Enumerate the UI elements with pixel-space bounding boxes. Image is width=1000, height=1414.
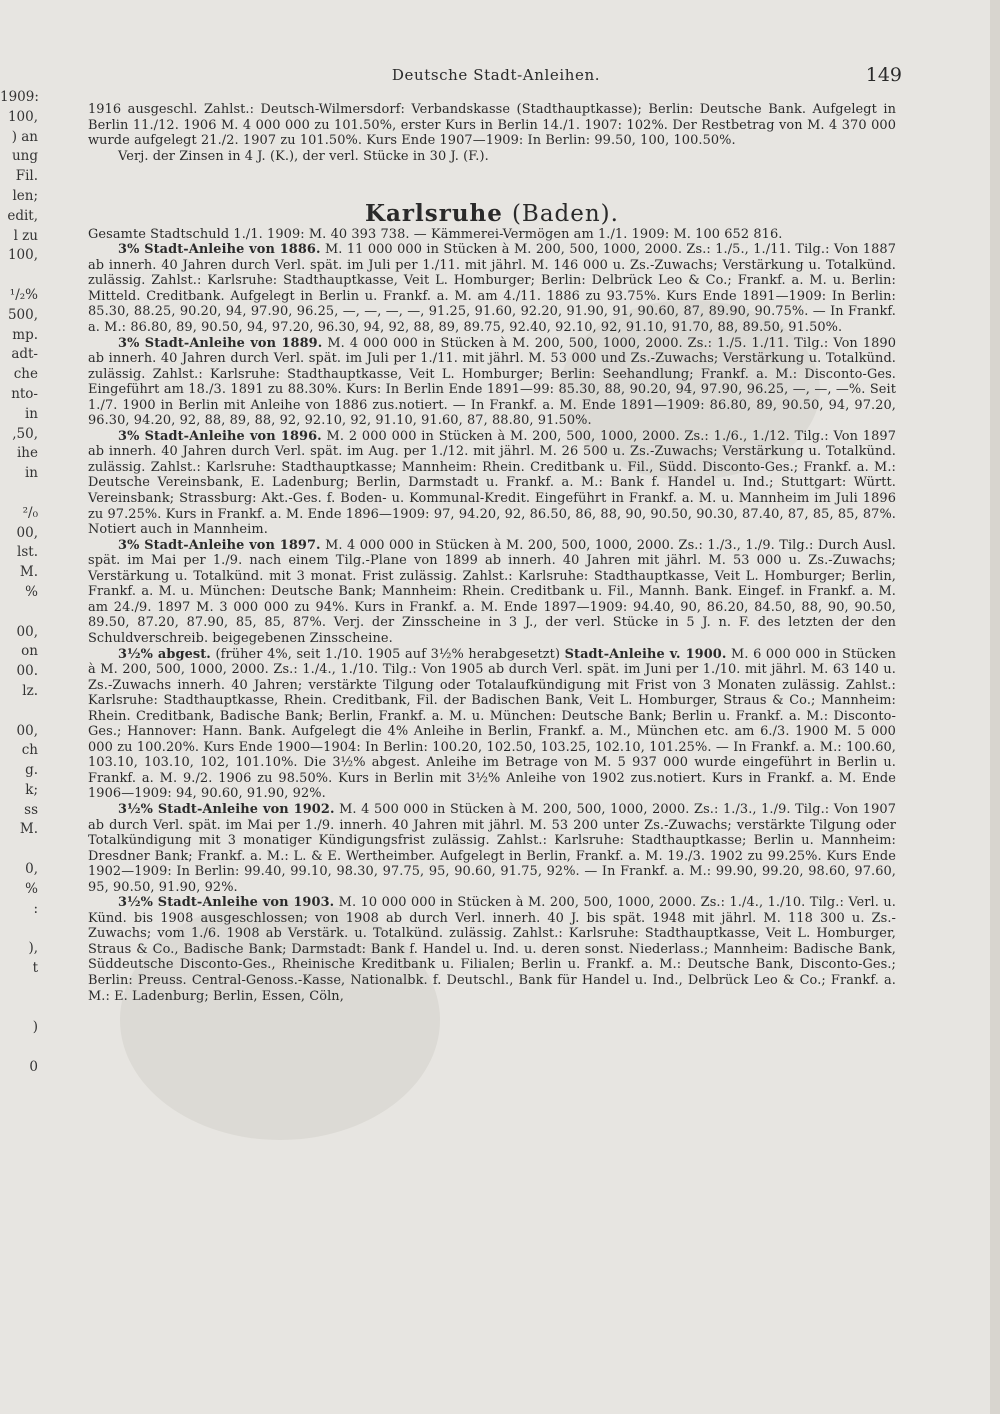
margin-fragment — [0, 266, 44, 286]
bond-title: Stadt-Anleihe v. 1900. — [564, 646, 727, 662]
margin-fragment: t — [32, 960, 38, 977]
margin-fragment: ihe — [16, 445, 38, 462]
margin-fragment: M. — [19, 821, 38, 838]
debt-summary: Gesamte Stadtschuld 1./1. 1909: M. 40 393 738. — Kämmerei-Vermögen am 1./1. 1909: M. 100 652 816. — [88, 226, 783, 242]
margin-fragment: Fil. — [15, 168, 38, 185]
margin-fragment: 00. — [16, 663, 38, 680]
bond-details: M. 4 500 000 in Stücken à M. 200, 500, 1000, 2000. Zs.: 1./3., 1./9. Tilg.: Von 1907 ab durch Verl. spät. im Mai per 1./9. innerh. 40 Jahren mit jährl. M. 53 200 unter Zs.-Zuwachs; verstärkte Tilgung oder Totalkündigung mit 3 monatiger Kündigungsfrist zulässig. Zahlst.: Karlsruhe: Stadthauptkasse; Berlin u. Mannheim: Dresdner Bank; Frankf. a. M.: L. & E. Wertheimber. Aufgelegt in Berlin, Frankf. a. M. 19./3. 1902 zu 99.25%. Kurs Ende 1902—1909: In Berlin: 99.40, 99.10, 98.30, 97.75, 95, 90.60, 91.75, 92%. — In Frankf. a. M.: 99.90, 99.20, 98.60, 97.60, 95, 90.50, 91.90, 92%. — [88, 801, 897, 895]
margin-fragment: g. — [25, 762, 38, 779]
margin-fragment: 100, — [7, 108, 38, 125]
margin-fragment: k; — [25, 781, 38, 798]
bond-details: M. 4 000 000 in Stücken à M. 200, 500, 1000, 2000. Zs.: 1./5. 1./11. Tilg.: Von 1890 ab innerh. 40 Jahren durch Verl. spät. im Juli per 1./11. mit jährl. M. 53 000 und Zs.-Zuwachs; Verstärkung u. Totalkünd. zulässig. Zahlst.: Karlsruhe: Stadthauptkasse, Veit L. Homburger; Berlin: Seehandlung; Frankf. a. M.: Disconto-Ges. Eingeführt am 18./3. 1891 zu 88.30%. Kurs: In Berlin Ende 1891—99: 85.30, 88, 90.20, 94, 97.90, 96.25, —, —, —%. Seit 1./7. 1900 in Berlin mit Anleihe von 1886 zus.notiert. — In Frankf. a. M. Ende 1891—1909: 86.80, 89, 90.50, 94, 97.20, 96.30, 94.20, 92, 88, 89, 88, 92, 92.10, 92, 91.10, 91.60, 87, 88.80, 91.50%. — [88, 335, 897, 429]
margin-fragment: % — [25, 583, 38, 600]
margin-fragment: ) an — [11, 128, 38, 145]
margin-fragment: ung — [11, 148, 38, 165]
margin-fragment — [0, 919, 44, 939]
margin-fragment: ), — [28, 940, 38, 957]
margin-fragment: in — [24, 465, 38, 482]
city-name: Karlsruhe — [365, 200, 503, 228]
margin-fragment: 100, — [7, 247, 38, 264]
page-content — [88, 102, 896, 1004]
margin-fragment: 0 — [29, 1059, 38, 1076]
margin-fragment: 1909: — [0, 89, 39, 105]
bond-title: 3½% Stadt-Anleihe von 1903. — [118, 895, 335, 911]
bond-prefix: 3½% abgest. — [118, 646, 211, 662]
margin-fragment: ²/₀ — [22, 504, 38, 521]
margin-fragment: 0, — [25, 861, 38, 878]
limitation-note: Verj. der Zinsen in 4 J. (K.), der verl. Stücke in 30 J. (F.). — [118, 148, 489, 164]
bond-entry-1886 — [88, 242, 896, 335]
page-spine-shadow — [990, 0, 1000, 1414]
page-header — [90, 66, 902, 88]
page-number: 149 — [865, 64, 902, 86]
bond-entry-1900 — [88, 647, 896, 802]
bond-details: M. 10 000 000 in Stücken à M. 200, 500, 1000, 2000. Zs.: 1./4., 1./10. Tilg.: Verl. u. Künd. bis 1908 ausgeschlossen; von 1908 ab durch Verl. innerh. 40 J. bis spät. 1948 mit jährl. M. 118 300 u. Zs.-Zuwachs; vom 1./6. 1908 ab Verstärk. u. Totalkünd. zulässig. Zahlst.: Karlsruhe: Stadthauptkasse, Veit L. Homburger, Straus & Co., Badische Bank; Darmstadt: Bank f. Handel u. Ind. u. deren sonst. Niederlass.; Mannheim: Badische Bank, Süddeutsche Disconto-Ges., Rheinische Kreditbank u. Filialen; Berlin u. Frankf. a. M.: Deutsche Bank, Disconto-Ges.; Berlin: Preuss. Central-Genoss.-Kasse, Nationalbk. f. Deutschl., Bank für Handel u. Ind., Delbrück Leo & Co.; Frankf. a. M.: E. Ladenburg; Berlin, Essen, Cöln, — [88, 895, 896, 1004]
city-heading — [88, 200, 896, 228]
margin-fragment: % — [25, 880, 38, 897]
bond-entry-1889 — [88, 336, 896, 429]
margin-fragment — [0, 840, 44, 860]
margin-fragment: ss — [24, 801, 38, 818]
bond-entry-1902 — [88, 802, 896, 895]
margin-fragment: ,50, — [12, 425, 38, 442]
margin-fragment: l zu — [13, 227, 38, 244]
bond-title: 3% Stadt-Anleihe von 1886. — [118, 242, 321, 258]
running-title: Deutsche Stadt-Anleihen. — [391, 66, 601, 84]
margin-fragment: len; — [12, 187, 38, 204]
intro-paragraph: 1916 ausgeschl. Zahlst.: Deutsch-Wilmersdorf: Verbandskasse (Stadthauptkasse); Berlin: Deutsche Bank. Aufgelegt in Berlin 11./12. 1906 M. 4 000 000 zu 101.50%, erster Kurs in Berlin 14./1. 1907: 102%. Der Restbetrag von M. 4 370 000 wurde aufgelegt 21./2. 1907 zu 101.50%. Kurs Ende 1907—1909: In Berlin: 99.50, 100, 100.50%. — [88, 102, 896, 149]
bond-note: (früher 4%, seit 1./10. 1905 auf 3½% herabgesetzt) — [215, 646, 561, 662]
city-region: (Baden). — [511, 201, 619, 228]
margin-fragment: 00, — [16, 722, 38, 739]
margin-fragment: adt- — [11, 346, 38, 363]
margin-fragment: 00, — [16, 524, 38, 541]
bond-details: M. 4 000 000 in Stücken à M. 200, 500, 1000, 2000. Zs.: 1./3., 1./9. Tilg.: Durch Ausl. spät. im Mai per 1./9. nach einem Tilg.-Plane von 1899 ab innerh. 40 Jahren mit jährl. M. 53 000 u. Zs.-Zuwachs; Verstärkung u. Totalkünd. mit 3 monat. Frist zulässig. Zahlst.: Karlsruhe: Stadthauptkasse, Veit L. Homburger; Berlin, Frankf. a. M. u. München: Deutsche Bank; Mannheim: Rhein. Creditbank u. Fil., Mannh. Bank. Eingef. in Frankf. a. M. am 24./9. 1897 M. 3 000 000 zu 94%. Kurs in Frankf. a. M. Ende 1897—1909: 94.40, 90, 86.20, 84.50, 88, 90, 90.50, 89.50, 87.20, 87.90, 85, 85, 87%. Verj. der Zinsscheine in 3 J., der verl. Stücke in 5 J. n. F. des letzten der den Schuldverschreib. beigegebenen Zinsscheine. — [88, 537, 896, 646]
margin-fragment — [0, 603, 44, 623]
margin-fragment: lz. — [22, 682, 38, 699]
bond-title: 3½% Stadt-Anleihe von 1902. — [118, 801, 335, 817]
bond-details: M. 2 000 000 in Stücken à M. 200, 500, 1000, 2000. Zs.: 1./6., 1./12. Tilg.: Von 1897 ab innerh. 40 Jahren durch Verl. spät. im Aug. per 1./12. mit jährl. M. 26 500 u. Zs.-Zuwachs; Verstärkung u. Totalkünd. zulässig. Zahlst.: Karlsruhe: Stadthauptkasse; Mannheim: Rhein. Creditbank u. Fil., Südd. Disconto-Ges.; Frankf. a. M.: Deutsche Vereinsbank, E. Ladenburg; Berlin, Darmstadt u. Frankf. a. M.: Bank f. Handel u. Ind.; Stuttgart: Württ. Vereinsbank; Strassburg: Akt.-Ges. f. Boden- u. Kommunal-Kredit. Eingeführt in Frankf. a. M. u. Mannheim im Juli 1896 zu 97.25%. Kurs in Frankf. a. M. Ende 1896—1909: 97, 94.20, 92, 86.50, 86, 88, 90, 90.50, 90.30, 87.40, 87, 85, 85, 87%. Notiert auch in Mannheim. — [88, 428, 897, 538]
bond-entry-1896 — [88, 429, 896, 538]
margin-fragment: 00, — [16, 623, 38, 640]
margin-fragment: nto- — [11, 385, 38, 402]
bond-details: M. 11 000 000 in Stücken à M. 200, 500, 1000, 2000. Zs.: 1./5., 1./11. Tilg.: Von 1887 ab innerh. 40 Jahren durch Verl. spät. im Juli per 1./11. mit jährl. M. 146 000 u. Zs.-Zuwachs; Verstärkung u. Totalkünd. zulässig. Zahlst.: Karlsruhe: Stadthauptkasse, Veit L. Homburger; Berlin: Delbrück Leo & Co.; Frankf. a. M. u. Berlin: Mitteld. Creditbank. Aufgelegt in Berlin u. Frankf. a. M. am 4./11. 1886 zu 93.75%. Kurs Ende 1891—1909: In Berlin: 85.30, 88.25, 90.20, 94, 97.90, 96.25, —, —, —, —, 91.25, 91.60, 92.20, 91.90, 91, 90.60, 87, 89.90, 90.75%. — In Frankf. a. M.: 86.80, 89, 90.50, 94, 97.20, 96.30, 94, 92, 88, 89, 89.75, 92.40, 92.10, 92, 91.10, 91.70, 88, 89.50, 91.50%. — [88, 242, 896, 336]
margin-fragment — [0, 979, 44, 999]
margin-fragment: lst. — [17, 544, 38, 561]
margin-fragment: edit, — [7, 207, 38, 224]
bond-details: M. 6 000 000 in Stücken à M. 200, 500, 1000, 2000. Zs.: 1./4., 1./10. Tilg.: Von 1905 ab durch Verl. spät. im Juni per 1./10. mit jährl. M. 63 140 u. Zs.-Zuwachs innerh. 40 Jahren; verstärkte Tilgung oder Totalaufkündigung mit Frist von 3 Monaten zulässig. Zahlst.: Karlsruhe: Stadthauptkasse, Rhein. Creditbank, Fil. der Badischen Bank, Veit L. Homburger, Straus & Co.; Mannheim: Rhein. Creditbank, Badische Bank; Berlin, Frankf. a. M. u. München: Deutsche Bank; Berlin u. Frankf. a. M.: Disconto-Ges.; Hannover: Hann. Bank. Aufgelegt die 4% Anleihe in Berlin, Frankf. a. M., München etc. am 6./3. 1900 M. 5 000 000 zu 100.20%. Kurs Ende 1900—1904: In Berlin: 100.20, 102.50, 103.25, 102.10, 101.25%. — In Frankf. a. M.: 100.60, 103.10, 103.10, 102, 101.10%. Die 3½% abgest. Anleihe im Betrage von M. 5 937 000 wurde eingeführt in Berlin u. Frankf. a. M. 9./2. 1906 zu 98.50%. Kurs in Berlin mit 3½% Anleihe von 1902 zus.notiert. Kurs in Frankf. a. M. Ende 1906—1909: 94, 90.60, 91.90, 92%. — [88, 646, 896, 802]
margin-fragment — [0, 484, 44, 504]
margin-fragment: mp. — [12, 326, 38, 343]
bond-entry-1897 — [88, 538, 896, 647]
bond-title: 3% Stadt-Anleihe von 1896. — [118, 428, 322, 444]
margin-fragment — [0, 1038, 44, 1058]
margin-fragment — [0, 999, 44, 1019]
margin-fragment: : — [33, 900, 38, 917]
margin-fragment: on — [21, 643, 38, 660]
bond-title: 3% Stadt-Anleihe von 1889. — [118, 335, 323, 351]
margin-fragment: che — [13, 366, 38, 383]
margin-fragment: 500, — [7, 306, 38, 323]
margin-fragment: ch — [21, 742, 38, 759]
margin-fragment: ¹/₂% — [9, 286, 38, 303]
previous-page-margin-fragments — [0, 88, 44, 1076]
margin-fragment: M. — [19, 564, 38, 581]
margin-fragment — [0, 702, 44, 722]
bond-entry-1903 — [88, 895, 896, 1004]
margin-fragment: ) — [32, 1019, 38, 1036]
margin-fragment: in — [24, 405, 38, 422]
bond-title: 3% Stadt-Anleihe von 1897. — [118, 537, 321, 553]
